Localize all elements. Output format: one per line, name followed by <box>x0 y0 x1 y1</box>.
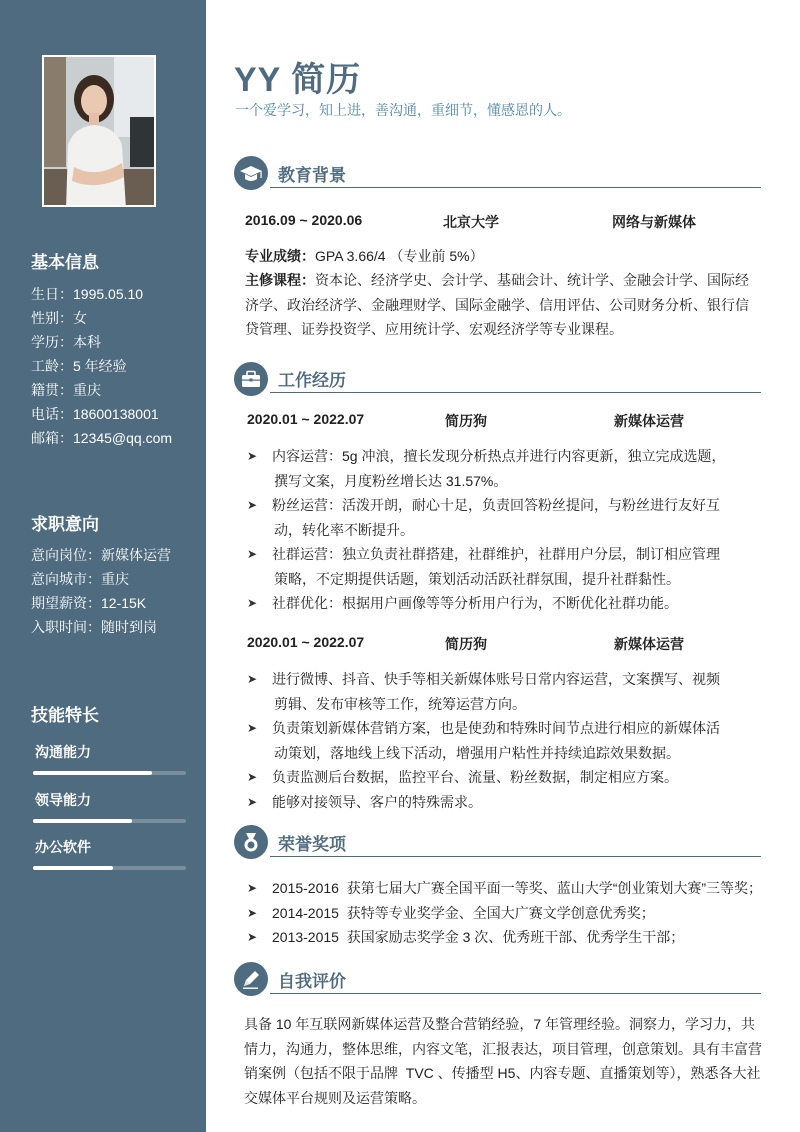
bullet-line: 社群运营：独立负责社群搭建，社群维护，社群用户分层，制订相应管理 <box>272 546 720 562</box>
job-company: 简历狗 <box>445 636 487 652</box>
resume-name: YY 简历 <box>234 61 362 99</box>
honors-list <box>245 876 785 950</box>
arrow-right-icon: ➤ <box>247 794 258 809</box>
courses-line: 贷管理、证券投资学、应用统计学、宏观经济学等专业课程。 <box>245 321 623 337</box>
skill-bar-fill <box>33 819 132 823</box>
self-line: 情力，沟通力，整体思维，内容文笔，汇报表达，项目管理，创意策划。具有丰富营 <box>244 1040 762 1057</box>
arrow-right-icon: ➤ <box>247 721 258 735</box>
section-divider <box>270 856 761 857</box>
skill-bar-fill <box>33 866 113 870</box>
bullet-line: 进行微博、抖音、快手等相关新媒体账号日常内容运营，文案撰写、视频 <box>272 671 720 687</box>
list-item <box>245 901 785 926</box>
list-item <box>245 716 765 765</box>
skill-bar <box>33 866 186 870</box>
list-item <box>245 765 765 790</box>
education-school: 北京大学 <box>443 214 499 230</box>
arrow-right-icon: ➤ <box>247 449 258 463</box>
section-divider <box>270 993 761 994</box>
bullet-line: 动策划，落地线上线下活动，增强用户粘性并持续追踪效果数据。 <box>274 744 680 761</box>
job-bullets <box>245 444 765 616</box>
bullet-line: 剪辑、发布审核等工作，统筹运营方向。 <box>274 695 526 712</box>
arrow-right-icon: ➤ <box>247 596 258 610</box>
score-value: GPA 3.66/4 （专业前 5%） <box>315 248 484 264</box>
skill-label: 办公软件 <box>35 839 91 855</box>
skill-bar <box>33 771 186 775</box>
info-education: 学历：本科 <box>31 334 101 350</box>
honor-text: 2014-2015 获特等专业奖学金、全国大广赛文学创意优秀奖； <box>272 904 655 921</box>
job-intent-title: 求职意向 <box>31 515 99 534</box>
intent-salary: 期望薪资：12-15K <box>31 595 147 611</box>
education-major: 网络与新媒体 <box>612 214 696 230</box>
info-email: 邮箱：12345@qq.com <box>31 430 173 446</box>
section-divider <box>270 392 761 393</box>
arrow-right-icon: ➤ <box>247 881 258 895</box>
self-evaluation-title: 自我评价 <box>278 972 346 991</box>
graduation-cap-icon <box>234 156 268 190</box>
job-bullets <box>245 667 765 814</box>
profile-photo <box>42 55 156 207</box>
skills-title: 技能特长 <box>31 706 99 725</box>
sidebar <box>0 0 206 1132</box>
arrow-right-icon: ➤ <box>247 547 258 561</box>
bullet-line: 负责策划新媒体营销方案，也是使劲和特殊时间节点进行相应的新媒体活 <box>272 720 720 736</box>
courses-line: 资本论、经济学史、会计学、基础会计、统计学、金融会计学、国际经 <box>315 272 749 288</box>
list-item <box>245 542 765 591</box>
bullet-line: 动，转化率不断提升。 <box>274 521 414 538</box>
courses-label: 主修课程： <box>245 272 315 288</box>
education-period: 2016.09 ~ 2020.06 <box>245 212 363 228</box>
info-hometown: 籍贯：重庆 <box>31 382 101 398</box>
education-score <box>245 244 765 269</box>
self-line: 交媒体平台规则及运营策略。 <box>244 1089 426 1106</box>
bullet-line: 内容运营：5g 冲浪，擅长发现分析热点并进行内容更新，独立完成选题， <box>272 448 726 464</box>
arrow-right-icon: ➤ <box>247 672 258 686</box>
arrow-right-icon: ➤ <box>247 930 258 944</box>
list-item <box>245 876 785 901</box>
job-role: 新媒体运营 <box>614 413 684 429</box>
section-divider <box>270 187 761 188</box>
self-evaluation-text <box>244 1012 774 1110</box>
arrow-right-icon: ➤ <box>247 905 258 920</box>
job-company: 简历狗 <box>445 413 487 429</box>
skill-label: 沟通能力 <box>35 744 91 760</box>
honors-title: 荣誉奖项 <box>278 835 346 854</box>
info-birthday: 生日：1995.05.10 <box>31 286 144 302</box>
list-item <box>245 790 765 815</box>
honor-text: 2013-2015 获国家励志奖学金 3 次、优秀班干部、优秀学生干部； <box>272 929 685 945</box>
intent-city: 意向城市：重庆 <box>31 571 129 587</box>
intent-start-date: 入职时间：随时到岗 <box>31 619 157 635</box>
arrow-right-icon: ➤ <box>247 498 258 512</box>
list-item <box>245 444 765 493</box>
skill-bar <box>33 819 186 823</box>
work-title: 工作经历 <box>278 371 346 390</box>
info-phone: 电话：18600138001 <box>31 406 159 422</box>
self-line: 具备 10 年互联网新媒体运营及整合营销经验，7 年管理经验。洞察力，学习力，共 <box>244 1016 756 1032</box>
education-title: 教育背景 <box>278 166 346 185</box>
job-period: 2020.01 ~ 2022.07 <box>247 411 365 427</box>
bullet-line: 粉丝运营：活泼开朗，耐心十足，负责回答粉丝提问，与粉丝进行友好互 <box>272 497 720 513</box>
skill-bar-fill <box>33 771 152 775</box>
pen-icon <box>234 962 268 996</box>
briefcase-icon <box>234 362 268 396</box>
job-role: 新媒体运营 <box>614 636 684 652</box>
list-item <box>245 667 765 716</box>
info-experience: 工龄：5 年经验 <box>31 358 127 374</box>
info-gender: 性别：女 <box>31 310 87 326</box>
bullet-line: 负责监测后台数据，监控平台、流量、粉丝数据，制定相应方案。 <box>272 769 678 785</box>
list-item <box>245 493 765 542</box>
job-period: 2020.01 ~ 2022.07 <box>247 634 365 650</box>
bullet-line: 社群优化：根据用户画像等等分析用户行为，不断优化社群功能。 <box>272 595 678 611</box>
medal-icon <box>234 825 268 859</box>
arrow-right-icon: ➤ <box>247 770 258 784</box>
bullet-line: 策略，不定期提供话题，策划活动活跃社群氛围，提升社群黏性。 <box>274 570 680 587</box>
honor-text: 2015-2016 获第七届大广赛全国平面一等奖、蓝山大学“创业策划大赛”三等奖； <box>272 880 763 896</box>
intent-position: 意向岗位：新媒体运营 <box>31 547 171 563</box>
courses-line: 济学、政治经济学、金融理财学、国际金融学、信用评估、公司财务分析、银行信 <box>245 296 749 313</box>
list-item <box>245 925 785 950</box>
bullet-line: 撰写文案，月度粉丝增长达 31.57%。 <box>274 472 508 489</box>
basic-info-title: 基本信息 <box>31 253 99 272</box>
list-item <box>245 591 765 616</box>
self-line: 销案例（包括不限于品牌 TVC 、传播型 H5、内容专题、直播策划等），熟悉各大社 <box>244 1065 761 1081</box>
profile-photo-illustration <box>44 57 156 207</box>
bullet-line: 能够对接领导、客户的特殊需求。 <box>272 793 482 810</box>
education-courses <box>245 268 765 342</box>
resume-motto: 一个爱学习，知上进，善沟通，重细节，懂感恩的人。 <box>235 102 571 118</box>
score-label: 专业成绩： <box>245 248 315 264</box>
skill-label: 领导能力 <box>35 792 91 808</box>
